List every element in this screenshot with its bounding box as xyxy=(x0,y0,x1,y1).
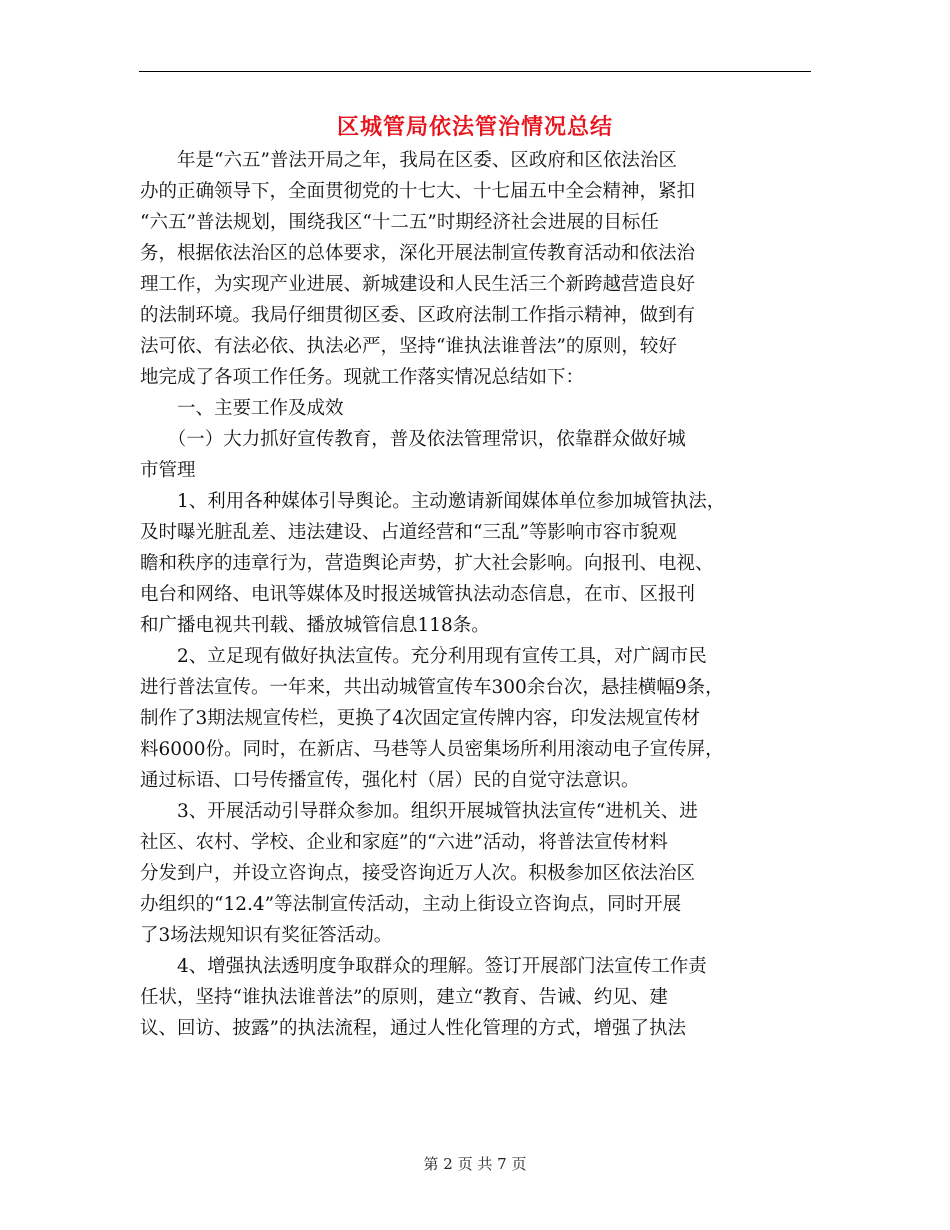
text-line: “六五”普法规划，围绕我区“十二五”时期经济社会进展的目标任 xyxy=(140,212,659,233)
text-line: 分发到户，并设立咨询点，接受咨询近万人次。积极参加区依法治区 xyxy=(140,863,696,884)
document-body xyxy=(140,145,820,1044)
header-rule xyxy=(139,71,811,72)
document-title: 区城管局依法管治情况总结 xyxy=(336,114,613,140)
text-line: 务，根据依法治区的总体要求，深化开展法制宣传教育活动和依法治 xyxy=(140,243,696,264)
text-line: 地完成了各项工作任务。现就工作落实情况总结如下： xyxy=(140,367,585,388)
text-line: 了3场法规知识有奖征答活动。 xyxy=(140,925,393,946)
text-line: （一）大力抓好宣传教育，普及依法管理常识，依靠群众做好城 xyxy=(140,429,686,450)
text-line: 办组织的“12.4”等法制宣传活动，主动上街设立咨询点，同时开展 xyxy=(140,894,682,915)
text-line: 社区、农村、学校、企业和家庭”的“六进”活动，将普法宣传材料 xyxy=(140,832,668,853)
text-line: 电台和网络、电讯等媒体及时报送城管执法动态信息，在市、区报刊 xyxy=(140,584,696,605)
text-line: 任状，坚持“谁执法谁普法”的原则，建立“教育、告诫、约见、建 xyxy=(140,987,668,1008)
body-text xyxy=(140,145,820,1044)
text-line: 进行普法宣传。一年来，共出动城管宣传车300余台次，悬挂横幅9条， xyxy=(140,677,724,698)
text-line: 1、利用各种媒体引导舆论。主动邀请新闻媒体单位参加城管执法， xyxy=(140,491,726,512)
text-line: 制作了3期法规宣传栏，更换了4次固定宣传牌内容，印发法规宣传材 xyxy=(140,708,701,729)
text-line: 瞻和秩序的违章行为，营造舆论声势，扩大社会影响。向报刊、电视、 xyxy=(140,553,714,574)
text-line: 的法制环境。我局仔细贯彻区委、区政府法制工作指示精神，做到有 xyxy=(140,305,696,326)
text-line: 办的正确领导下，全面贯彻党的十七大、十七届五中全会精神，紧扣 xyxy=(140,181,696,202)
text-line: 年是“六五”普法开局之年，我局在区委、区政府和区依法治区 xyxy=(140,150,677,171)
text-line: 一、主要工作及成效 xyxy=(140,398,344,419)
text-line: 3、开展活动引导群众参加。组织开展城管执法宣传“进机关、进 xyxy=(140,801,698,822)
text-line: 理工作，为实现产业进展、新城建设和人民生活三个新跨越营造良好 xyxy=(140,274,696,295)
text-line: 及时曝光脏乱差、违法建设、占道经营和“三乱”等影响市容市貌观 xyxy=(140,522,677,543)
page-number: 第 2 页 共 7 页 xyxy=(423,1155,527,1173)
text-line: 法可依、有法必依、执法必严，坚持“谁执法谁普法”的原则，较好 xyxy=(140,336,677,357)
text-line: 通过标语、口号传播宣传，强化村（居）民的自觉守法意识。 xyxy=(140,770,640,791)
text-line: 议、回访、披露”的执法流程，通过人性化管理的方式，增强了执法 xyxy=(140,1018,686,1039)
text-line: 和广播电视共刊载、播放城管信息118条。 xyxy=(140,615,490,636)
text-line: 市管理 xyxy=(140,460,196,481)
text-line: 2、立足现有做好执法宣传。充分利用现有宣传工具，对广阔市民 xyxy=(140,646,707,667)
text-line: 料6000份。同时，在新店、马巷等人员密集场所利用滚动电子宣传屏， xyxy=(140,739,724,760)
text-line: 4、增强执法透明度争取群众的理解。签订开展部门法宣传工作责 xyxy=(140,956,707,977)
